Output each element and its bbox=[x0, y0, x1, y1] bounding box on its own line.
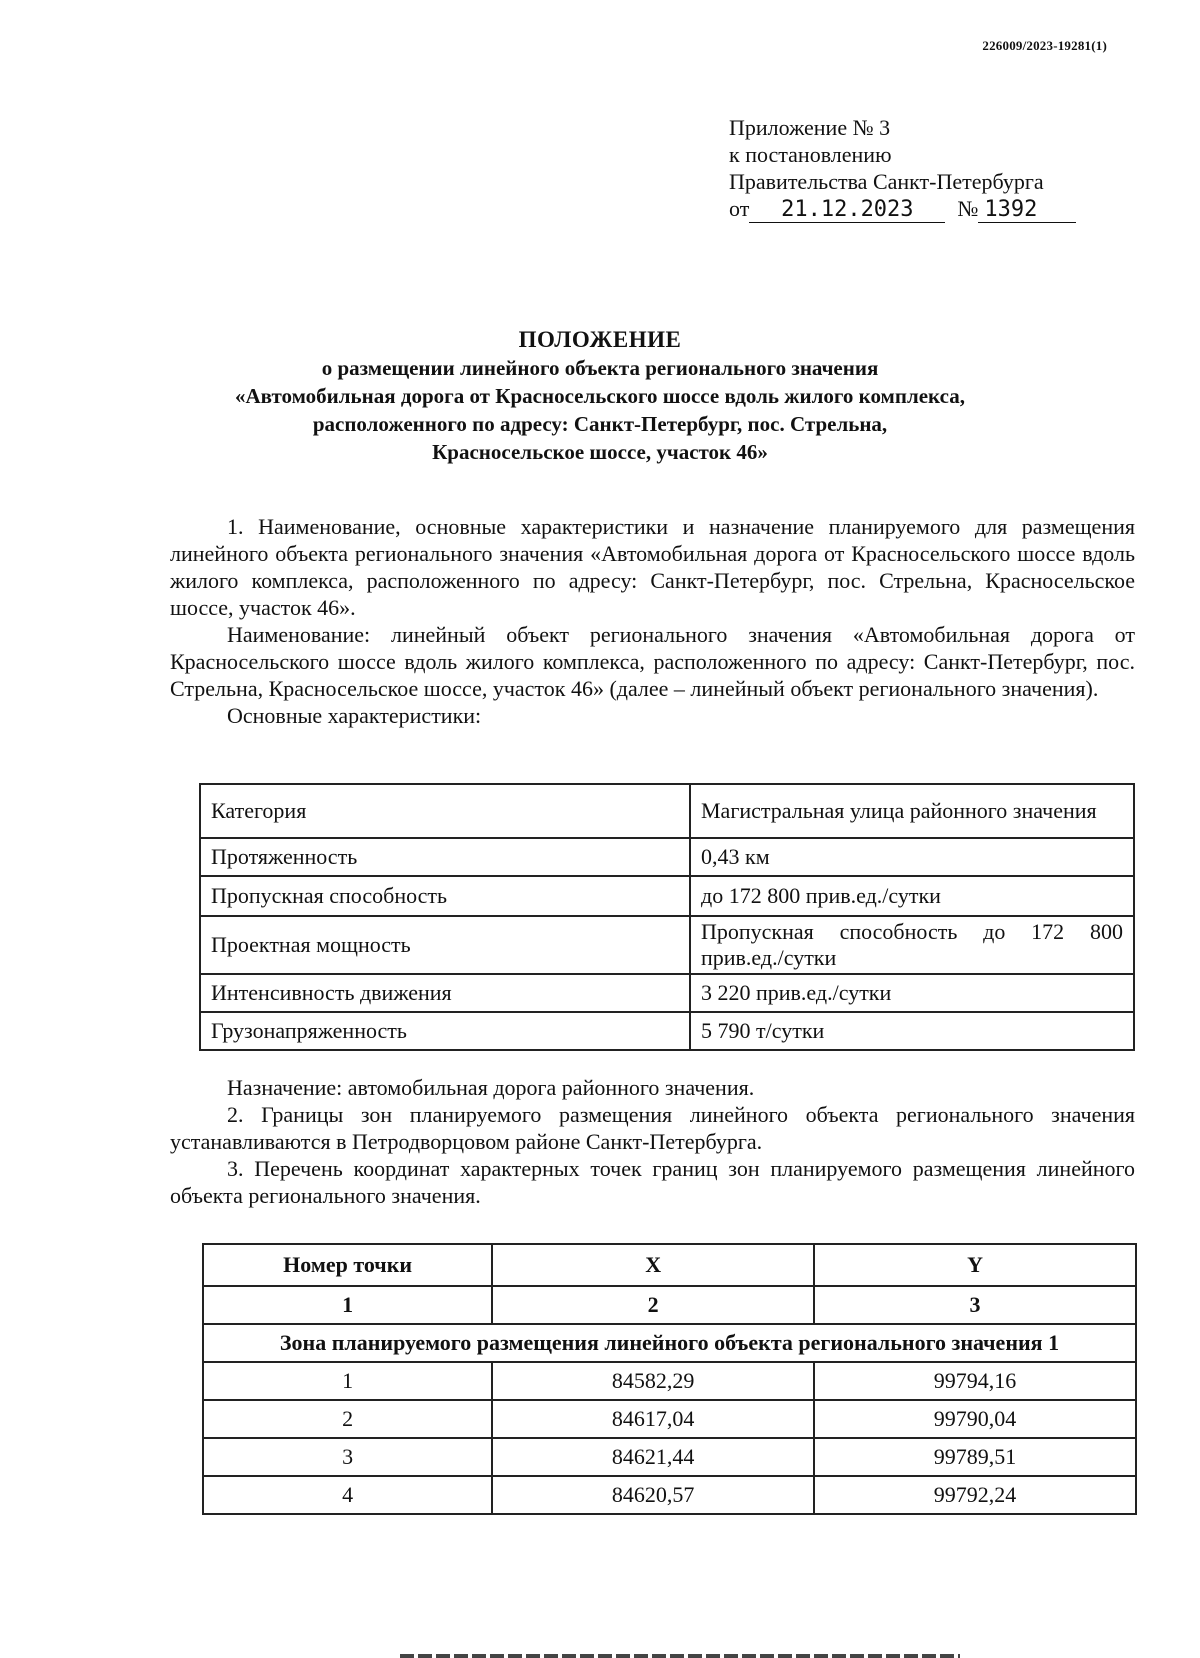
coordinate-x: 84617,04 bbox=[492, 1400, 814, 1438]
table-row bbox=[200, 974, 1134, 1012]
zone-title: Зона планируемого размещения линейного объекта регионального значения 1 bbox=[203, 1324, 1136, 1362]
decree-date: 21.12.2023 bbox=[749, 198, 945, 223]
table-row bbox=[203, 1362, 1136, 1400]
header-y: Y bbox=[814, 1244, 1136, 1286]
characteristic-value: Магистральная улица районного значения bbox=[690, 784, 1134, 838]
scan-edge-mark bbox=[400, 1654, 960, 1658]
document-heading bbox=[150, 326, 1050, 466]
coordinate-x: 84620,57 bbox=[492, 1476, 814, 1514]
table-row bbox=[200, 784, 1134, 838]
date-prefix: от bbox=[729, 196, 750, 221]
header-x: X bbox=[492, 1244, 814, 1286]
characteristic-value: 3 220 прив.ед./сутки bbox=[690, 974, 1134, 1012]
characteristic-name: Категория bbox=[200, 784, 690, 838]
coordinate-y: 99790,04 bbox=[814, 1400, 1136, 1438]
zone-row bbox=[203, 1324, 1136, 1362]
purpose-paragraph: Назначение: автомобильная дорога районного значения. bbox=[227, 1075, 755, 1100]
coordinate-x: 84582,29 bbox=[492, 1362, 814, 1400]
characteristic-name: Проектная мощность bbox=[200, 916, 690, 974]
table-row bbox=[200, 916, 1134, 974]
heading-line-3: расположенного по адресу: Санкт-Петербург, пос. Стрельна, bbox=[312, 412, 888, 436]
coordinate-y: 99794,16 bbox=[814, 1362, 1136, 1400]
characteristic-value: 0,43 км bbox=[690, 838, 1134, 876]
column-number: 3 bbox=[814, 1286, 1136, 1324]
appendix-date-line bbox=[729, 195, 1076, 223]
point-number: 4 bbox=[203, 1476, 492, 1514]
decree-number: 1392 bbox=[978, 198, 1076, 223]
coordinate-y: 99789,51 bbox=[814, 1438, 1136, 1476]
heading-line-2: «Автомобильная дорога от Красносельского шоссе вдоль жилого комплекса, bbox=[235, 384, 965, 408]
characteristic-value: 5 790 т/сутки bbox=[690, 1012, 1134, 1050]
section-1-paragraph-1: 1. Наименование, основные характеристики и назначение планируемого для размещения линейного объекта регионального значения «Автомобильная дорога от Красносельского шоссе вдоль жилого комплекса, расположенного по адресу: Санкт-Петербург, пос. Стрельна, Красносельское шоссе, участок 46». bbox=[170, 514, 1135, 620]
appendix-title: Приложение № 3 bbox=[729, 115, 891, 140]
appendix-block bbox=[729, 114, 1076, 223]
table-row bbox=[200, 876, 1134, 916]
table-row bbox=[203, 1400, 1136, 1438]
coordinate-y: 99792,24 bbox=[814, 1476, 1136, 1514]
section-3-paragraph: 3. Перечень координат характерных точек границ зон планируемого размещения линейного объекта регионального значения. bbox=[170, 1156, 1135, 1208]
appendix-issuer: Правительства Санкт-Петербурга bbox=[729, 169, 1044, 194]
appendix-reference: к постановлению bbox=[729, 142, 892, 167]
section-2-paragraph: 2. Границы зон планируемого размещения линейного объекта регионального значения устанавливаются в Петродворцовом районе Санкт-Петербурга. bbox=[170, 1102, 1135, 1154]
table-row bbox=[203, 1476, 1136, 1514]
characteristic-name: Пропускная способность bbox=[200, 876, 690, 916]
section-1-paragraph-2: Наименование: линейный объект регионального значения «Автомобильная дорога от Красносельского шоссе вдоль жилого комплекса, расположенного по адресу: Санкт-Петербург, пос. Стрельна, Красносельское шоссе, участок 46» (далее – линейный объект регионального значения). bbox=[170, 622, 1135, 701]
section-2 bbox=[170, 1074, 1135, 1209]
coordinate-x: 84621,44 bbox=[492, 1438, 814, 1476]
point-number: 2 bbox=[203, 1400, 492, 1438]
heading-line-4: Красносельское шоссе, участок 46» bbox=[432, 440, 768, 464]
point-number: 3 bbox=[203, 1438, 492, 1476]
header-point-number: Номер точки bbox=[203, 1244, 492, 1286]
column-number: 1 bbox=[203, 1286, 492, 1324]
table-row bbox=[203, 1438, 1136, 1476]
heading-line-1: о размещении линейного объекта регионального значения bbox=[321, 356, 879, 380]
table-header-row bbox=[203, 1244, 1136, 1286]
table-row bbox=[200, 1012, 1134, 1050]
section-1-paragraph-3: Основные характеристики: bbox=[227, 703, 482, 728]
point-number: 1 bbox=[203, 1362, 492, 1400]
characteristic-name: Протяженность bbox=[200, 838, 690, 876]
number-prefix: № bbox=[957, 196, 979, 221]
column-number: 2 bbox=[492, 1286, 814, 1324]
section-1 bbox=[170, 513, 1135, 729]
characteristic-name: Грузонапряженность bbox=[200, 1012, 690, 1050]
table-row bbox=[200, 838, 1134, 876]
column-number-row bbox=[203, 1286, 1136, 1324]
characteristic-value: Пропускная способность до 172 800 прив.ед./сутки bbox=[690, 916, 1134, 974]
characteristic-name: Интенсивность движения bbox=[200, 974, 690, 1012]
characteristics-table bbox=[199, 783, 1135, 1051]
document-title: ПОЛОЖЕНИЕ bbox=[518, 327, 682, 352]
document-registration-number: 226009/2023-19281(1) bbox=[982, 38, 1107, 53]
coordinates-table bbox=[202, 1243, 1137, 1515]
characteristic-value: до 172 800 прив.ед./сутки bbox=[690, 876, 1134, 916]
